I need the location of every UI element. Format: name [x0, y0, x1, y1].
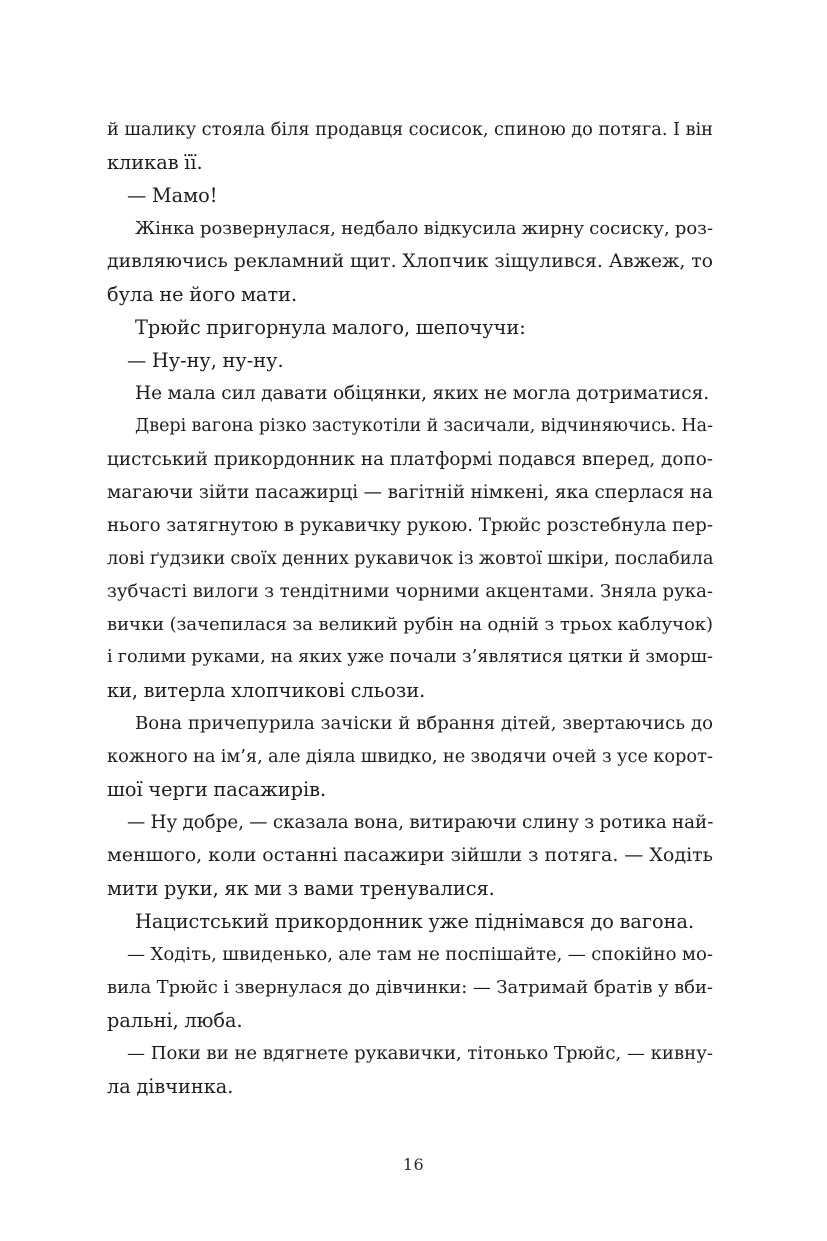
text-line: магаючи зійти пасажирці — вагітній німкені, яка сперлася на — [107, 482, 713, 503]
paragraph-first-line: Нацистський прикордонник уже піднімався до вагона. — [135, 910, 695, 933]
text-line: вички (зачепилася за великий рубін на одній з трьох каблучок) — [107, 614, 713, 635]
text-line: шої черги пасажирів. — [107, 778, 327, 801]
text-line: меншого, коли останні пасажири зійшли з потяга. — Ходіть — [107, 844, 713, 866]
text-line: була не його мати. — [107, 283, 298, 306]
body-text — [107, 113, 713, 1103]
dialogue-line: — Мамо! — [127, 184, 218, 207]
dialogue-line: — Ходіть, швиденько, але там не поспішайте, — спокійно мо- — [127, 944, 713, 965]
dialogue-line: — Поки ви не вдягнете рукавички, тітонько Трюйс, — кивну- — [127, 1043, 713, 1064]
text-line: ральні, люба. — [107, 1009, 243, 1032]
page-number: 16 — [402, 1155, 425, 1174]
paragraph-first-line: Двері вагона різко застукотіли й засичали, відчиняючись. На- — [135, 416, 713, 436]
text-line: нього затягнутою в рукавичку рукою. Трюйс розстебнула пер- — [107, 515, 713, 536]
text-line: цистський прикордонник на платформі подався вперед, допо- — [107, 449, 713, 470]
text-line: ки, витерла хлопчикові сльози. — [107, 679, 426, 702]
paragraph-first-line: Жінка розвернулася, недбало відкусила жирну сосиску, роз- — [135, 218, 713, 239]
paragraph-first-line: Не мала сил давати обіцянки, яких не могла дотриматися. — [135, 383, 710, 404]
dialogue-line: — Ну-ну, ну-ну. — [127, 349, 284, 372]
text-line: і голими руками, на яких уже почали з’являтися цятки й зморш- — [107, 647, 713, 667]
paragraph-first-line: Вона причепурила зачіски й вбрання дітей, звертаючись до — [135, 713, 713, 734]
text-line: вила Трюйс і звернулася до дівчинки: — Затримай братів у вби- — [107, 977, 713, 998]
dialogue-line: — Ну добре, — сказала вона, витираючи слину з ротика най- — [127, 812, 714, 833]
text-line: зубчасті вилоги з тендітними чорними акцентами. Зняла рука- — [107, 581, 713, 602]
paragraph-first-line: Трюйс пригорнула малого, шепочучи: — [135, 316, 526, 339]
text-line: мити руки, як ми з вами тренувалися. — [107, 877, 495, 900]
text-line: дивляючись рекламний щит. Хлопчик зіщулився. Авжеж, то — [107, 251, 713, 272]
text-line: кликав її. — [107, 151, 203, 174]
text-line: кожного на ім’я, але діяла швидко, не зводячи очей з усе корот- — [107, 746, 713, 767]
text-line: ла дівчинка. — [107, 1075, 234, 1098]
text-line: лові ґудзики своїх денних рукавичок із жовтої шкіри, послабила — [107, 548, 714, 569]
text-line: й шалику стояла біля продавця сосисок, спиною до потяга. І він — [107, 119, 713, 140]
